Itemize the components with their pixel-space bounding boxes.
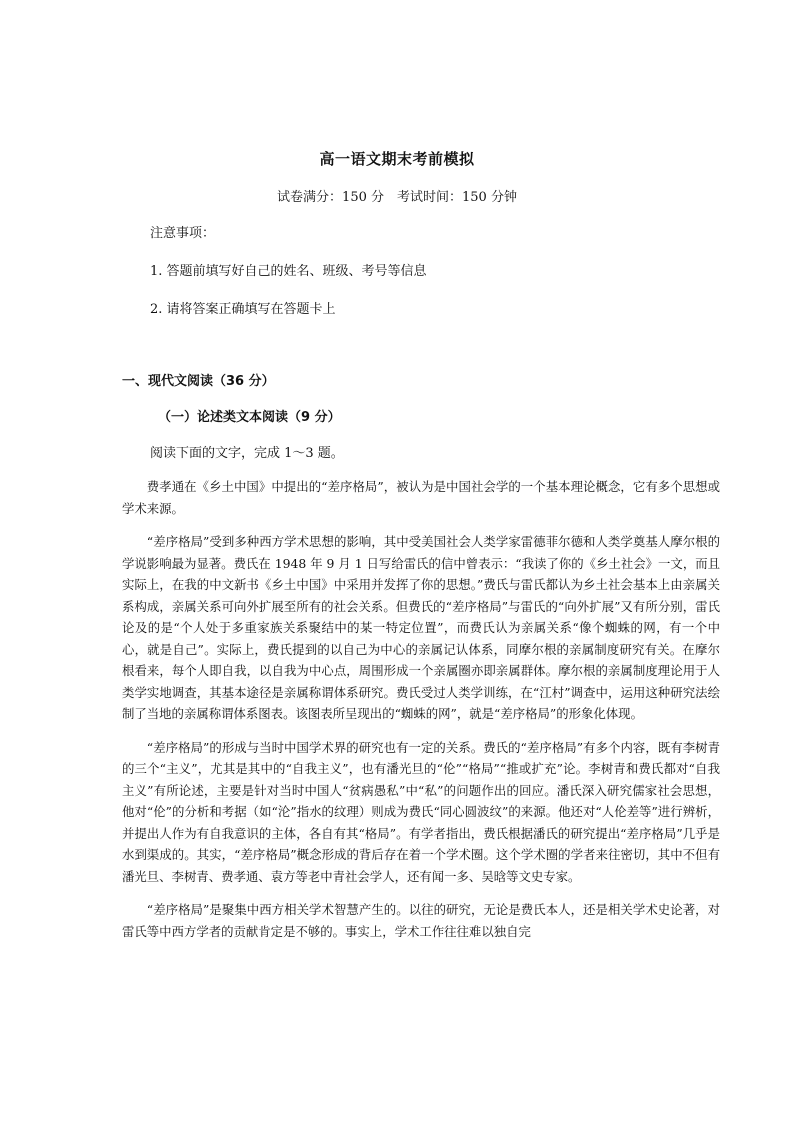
- section-heading: 一、现代文阅读（36 分）: [122, 374, 275, 389]
- passage-paragraph: “差序格局”受到多种西方学术思想的影响，其中受美国社会人类学家雷德菲尔德和人类学奠基人摩尔根的学说影响最为显著。费氏在 1948 年 9 月 1 日写给雷氏的信中曾表示：“我读了你的《乡土社会》一文，而且实际上，在我的中文新书《乡土中国》中采用并发挥了你的思想。”费氏与雷氏都认为乡土社会基本上由亲属关系构成，亲属关系可向外扩展至所有的社会关系。但费氏的“差序格局”与雷氏的“向外扩展”又有所分别，雷氏论及的是“个人处于多重家族关系聚结中的某一特定位置”，而费氏认为亲属关系“像个蜘蛛的网，有一个中心，就是自己”。实际上，费氏提到的以自己为中心的亲属记认体系，同摩尔根的亲属制度研究有关。在摩尔根看来，每个人即自我，以自我为中心点，周围形成一个亲属圈亦即亲属群体。摩尔根的亲属制度理论用于人类学实地调查，其基本途径是亲属称谓体系研究。费氏受过人类学训练，在“江村”调查中，运用这种研究法绘制了当地的亲属称谓体系图表。该图表所呈现出的“蜘蛛的网”，就是“差序格局”的形象化体现。: [122, 534, 720, 721]
- subsection-heading: （一）论述类文本阅读（9 分）: [158, 410, 341, 425]
- passage-paragraph: “差序格局”是聚集中西方相关学术智慧产生的。以往的研究，无论是费氏本人，还是相关学术史论著，对雷氏等中西方学者的贡献肯定是不够的。事实上，学术工作往往难以独自完: [122, 902, 720, 939]
- exam-subtitle: 试卷满分：150 分 考试时间：150 分钟: [277, 190, 517, 205]
- reading-passage: [122, 476, 720, 954]
- exam-title: 高一语文期末考前模拟: [319, 150, 475, 168]
- notice-item: 2. 请将答案正确填写在答题卡上: [150, 302, 336, 317]
- reading-instruction: 阅读下面的文字，完成 1～3 题。: [150, 446, 344, 461]
- passage-paragraph: “差序格局”的形成与当时中国学术界的研究也有一定的关系。费氏的“差序格局”有多个内容，既有李树青的三个“主义”，尤其是其中的“自我主义”，也有潘光旦的“伦”“格局”“推或扩充”论。李树青和费氏都对“自我主义”有所论述，主要是针对当时中国人“贫病愚私”中“私”的问题作出的回应。潘氏深入研究儒家社会思想，他对“伦”的分析和考据（如“沦”指水的纹理）则成为费氏“同心圆波纹”的来源。他还对“人伦差等”进行辨析，并提出人作为有自我意识的主体，各自有其“格局”。有学者指出，费氏根据潘氏的研究提出“差序格局”几乎是水到渠成的。其实，“差序格局”概念形成的背后存在着一个学术圈。这个学术圈的学者来往密切，其中不但有潘光旦、李树青、费孝通、袁方等老中青社会学人，还有闻一多、吴晗等文史专家。: [122, 739, 720, 884]
- passage-paragraph: 费孝通在《乡土中国》中提出的“差序格局”，被认为是中国社会学的一个基本理论概念，它有多个思想或学术来源。: [122, 479, 720, 516]
- notice-heading: 注意事项：: [150, 226, 216, 241]
- notice-item: 1. 答题前填写好自己的姓名、班级、考号等信息: [150, 264, 427, 279]
